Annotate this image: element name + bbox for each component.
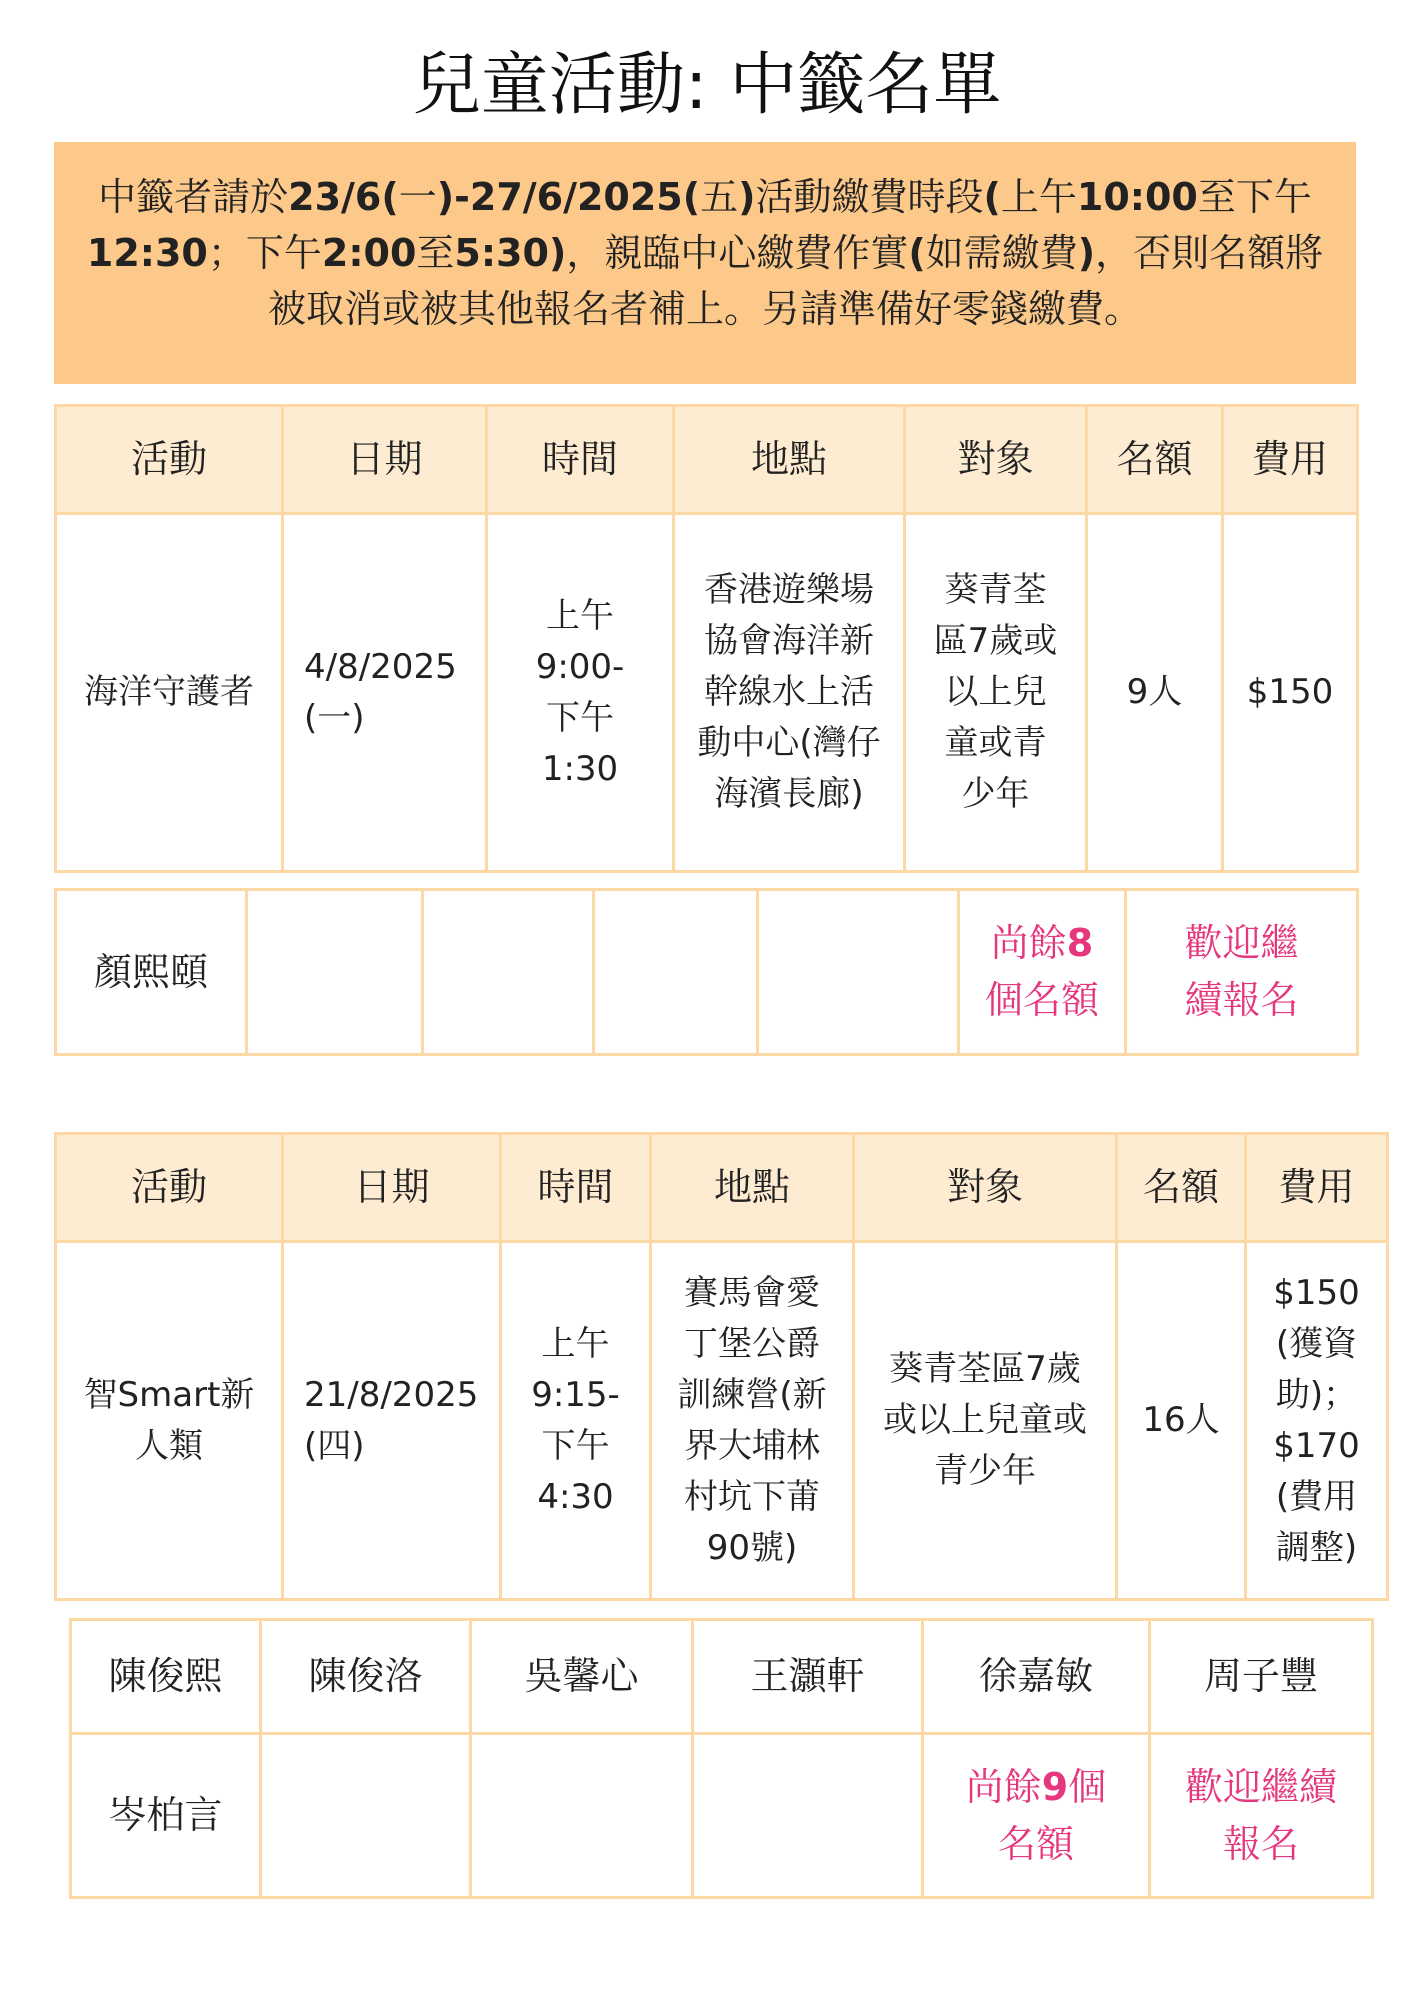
welcome-signup: 歡迎繼續報名 <box>1150 1734 1373 1898</box>
activity-time: 上午 9:15- 下午 4:30 <box>501 1242 651 1600</box>
remaining-quota: 尚餘8 個名額 <box>959 890 1126 1055</box>
notice-segment: 2:00 <box>321 231 417 275</box>
notice-segment: 中籤者請於 <box>98 175 289 219</box>
notice-segment: 如需繳費 <box>925 231 1078 275</box>
header-fee: 費用 <box>1223 406 1358 514</box>
winners-table-1 <box>54 888 1359 1056</box>
winner-name: 陳俊洛 <box>261 1620 471 1734</box>
activity-table-2 <box>54 1132 1389 1601</box>
winners-table-2 <box>69 1618 1374 1899</box>
notice-segment: 五 <box>700 175 739 219</box>
winner-name <box>594 890 758 1055</box>
activity-quota: 16人 <box>1117 1242 1246 1600</box>
page-title: 兒童活動: 中籤名單 <box>412 46 1002 125</box>
remaining-quota: 尚餘9個名額 <box>923 1734 1150 1898</box>
welcome-signup: 歡迎繼續報名 <box>1126 890 1358 1055</box>
winner-name: 周子豐 <box>1150 1620 1373 1734</box>
activity-name: 海洋守護者 <box>56 514 283 872</box>
notice-segment: 上午 <box>1000 175 1077 219</box>
notice-segment: 10:00 <box>1076 175 1198 219</box>
activity-date: 4/8/2025 (一) <box>283 514 487 872</box>
notice-segment: 活動繳費時段 <box>755 175 984 219</box>
activity-table-1 <box>54 404 1359 873</box>
winner-name <box>261 1734 471 1898</box>
notice-segment: 12:30 <box>86 231 208 275</box>
winner-name <box>693 1734 923 1898</box>
notice-segment: )-27/6/2025( <box>436 175 701 219</box>
notice-segment: ( <box>908 231 926 275</box>
header-time: 時間 <box>501 1134 651 1242</box>
notice-segment: ( <box>983 175 1001 219</box>
notice-segment: ，否則名額將被取消或被其他報名者補上。另請準備好零錢繳費。 <box>267 231 1324 331</box>
activity-quota: 9人 <box>1087 514 1223 872</box>
header-date: 日期 <box>283 406 487 514</box>
activity-time: 上午 9:00- 下午 1:30 <box>487 514 674 872</box>
header-time: 時間 <box>487 406 674 514</box>
winner-name: 王灝軒 <box>693 1620 923 1734</box>
activity-name: 智Smart新人類 <box>56 1242 283 1600</box>
activity-date: 21/8/2025 (四) <box>283 1242 501 1600</box>
payment-notice <box>54 142 1356 384</box>
winner-name: 徐嘉敏 <box>923 1620 1150 1734</box>
header-fee: 費用 <box>1246 1134 1388 1242</box>
header-activity: 活動 <box>56 1134 283 1242</box>
header-date: 日期 <box>283 1134 501 1242</box>
header-quota: 名額 <box>1117 1134 1246 1242</box>
notice-segment: 至下午 <box>1197 175 1312 219</box>
winner-name <box>247 890 423 1055</box>
winner-name <box>423 890 594 1055</box>
winner-name: 陳俊熙 <box>71 1620 261 1734</box>
activity-fee: $150 <box>1223 514 1358 872</box>
header-venue: 地點 <box>651 1134 854 1242</box>
activity-venue: 香港遊樂場協會海洋新幹線水上活動中心(灣仔海濱長廊) <box>674 514 905 872</box>
notice-segment: 5:30) <box>454 231 567 275</box>
header-quota: 名額 <box>1087 406 1223 514</box>
header-target: 對象 <box>905 406 1087 514</box>
winner-name: 顏熙頤 <box>56 890 247 1055</box>
winner-name <box>758 890 959 1055</box>
notice-segment: 至 <box>416 231 455 275</box>
activity-target: 葵青荃區7歲或以上兒童或青少年 <box>905 514 1087 872</box>
notice-segment: ) <box>1077 231 1096 275</box>
activity-venue: 賽馬會愛丁堡公爵訓練營(新界大埔林村坑下莆90號) <box>651 1242 854 1600</box>
notice-segment: ，親臨中心繳費作實 <box>566 231 909 275</box>
winner-name: 吳馨心 <box>471 1620 693 1734</box>
notice-segment: 23/6( <box>288 175 399 219</box>
activity-fee: $150 (獲資助)；$170 (費用調整) <box>1246 1242 1388 1600</box>
activity-target: 葵青荃區7歲或以上兒童或青少年 <box>854 1242 1117 1600</box>
winner-name: 岑柏言 <box>71 1734 261 1898</box>
notice-segment: ；下午 <box>207 231 322 275</box>
winner-name <box>471 1734 693 1898</box>
header-activity: 活動 <box>56 406 283 514</box>
header-target: 對象 <box>854 1134 1117 1242</box>
header-venue: 地點 <box>674 406 905 514</box>
notice-segment: ) <box>738 175 756 219</box>
notice-segment: 一 <box>398 175 437 219</box>
